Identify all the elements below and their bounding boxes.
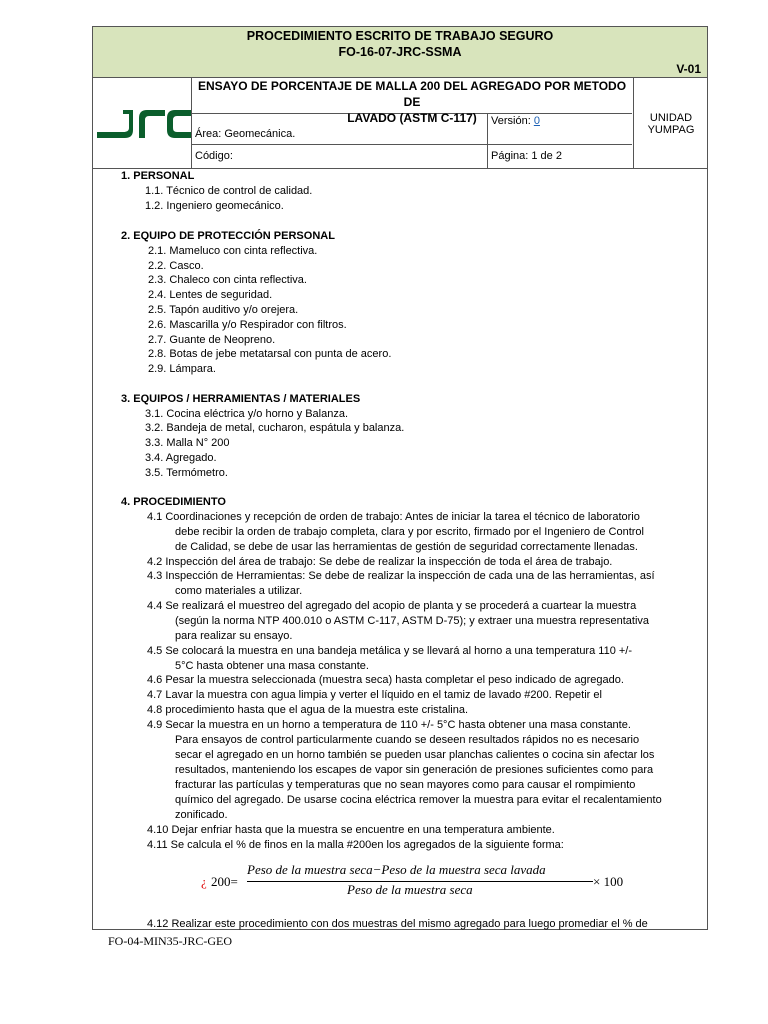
test-title-line2: LAVADO (ASTM C-117) [347, 111, 477, 125]
procedure-line: 4.6 Pesar la muestra seleccionada (muestra seca) hasta completar el peso indicado de agregado. [147, 674, 624, 686]
procedure-line: 3.3. Malla N° 200 [145, 437, 230, 449]
test-title-line1: ENSAYO DE PORCENTAJE DE MALLA 200 DEL AGREGADO POR METODO DE [197, 79, 627, 109]
procedure-line: 3.2. Bandeja de metal, cucharon, espátula y balanza. [145, 422, 405, 434]
procedure-line: 4.3 Inspección de Herramientas: Se debe de realizar la inspección de cada una de las herramientas, así [147, 570, 655, 582]
jrc-logo [93, 78, 192, 168]
procedure-line: 1.1. Técnico de control de calidad. [145, 185, 313, 197]
procedure-line: 3.4. Agregado. [145, 452, 217, 464]
procedure-line: resultados, manteniendo los escapes de vapor sin generación de presiones suficientes como para [175, 764, 654, 776]
formula-denominator: Peso de la muestra seca [347, 882, 473, 897]
section-heading: 4. PROCEDIMIENTO [121, 496, 226, 508]
procedure-line: 4.2 Inspección del área de trabajo: Se debe de realizar la inspección de toda el área de trabajo. [147, 556, 613, 568]
procedure-line: 2.5. Tapón auditivo y/o orejera. [148, 304, 299, 316]
formula-multiplier: × 100 [593, 874, 624, 889]
procedure-line: 2.1. Mameluco con cinta reflectiva. [148, 245, 318, 257]
procedure-line: 2.7. Guante de Neopreno. [148, 334, 276, 346]
procedure-title: PROCEDIMIENTO ESCRITO DE TRABAJO SEGURO [246, 29, 554, 43]
version-field [491, 115, 540, 127]
procedure-line: 2.9. Lámpara. [148, 363, 216, 375]
page-field: Página: 1 de 2 [491, 150, 562, 162]
code-field: Código: [195, 150, 233, 162]
procedure-line: 2.2. Casco. [148, 260, 204, 272]
procedure-line: 2.4. Lentes de seguridad. [148, 289, 273, 301]
procedure-line: de Calidad, se debe de usar las herramientas de gestión de seguridad correctamente llenadas. [175, 541, 638, 553]
procedure-line: 4.9 Secar la muestra en un horno a temperatura de 110 +/- 5°C hasta obtener una masa constante. [147, 719, 631, 731]
procedure-line: 4.8 procedimiento hasta que el agua de la muestra este cristalina. [147, 704, 469, 716]
section-heading: 3. EQUIPOS / HERRAMIENTAS / MATERIALES [121, 393, 361, 405]
version-tag: V-01 [676, 62, 701, 76]
procedure-line: 4.4 Se realizará el muestreo del agregado del acopio de planta y se procederá a cuartear la muestra [147, 600, 637, 612]
procedure-line: 2.6. Mascarilla y/o Respirador con filtros. [148, 319, 347, 331]
procedure-line: Para ensayos de control particularmente cuando se deseen resultados rápidos no es necesario [175, 734, 640, 746]
formula-lhs: 200= [211, 874, 238, 889]
jrc-logo-graphic [93, 78, 191, 168]
formula-numerator: Peso de la muestra seca−Peso de la muestra seca lavada [247, 862, 546, 877]
procedure-line: 4.12 Realizar este procedimiento con dos muestras del mismo agregado para luego promediar el % de [147, 918, 648, 930]
procedure-body [92, 167, 708, 930]
version-label: Versión: [491, 115, 531, 127]
procedure-line: 3.1. Cocina eléctrica y/o horno y Balanza. [145, 408, 349, 420]
document-header [92, 26, 708, 169]
procedure-line: 3.5. Termómetro. [145, 467, 228, 479]
procedure-line: 5°C hasta obtener una masa constante. [175, 660, 369, 672]
procedure-line: 4.5 Se colocará la muestra en una bandeja metálica y se llevará al horno a una temperatura 110 +/- [147, 645, 633, 657]
procedure-line: 2.8. Botas de jebe metatarsal con punta de acero. [148, 348, 392, 360]
fines-formula [201, 862, 624, 903]
procedure-line: 2.3. Chaleco con cinta reflectiva. [148, 274, 307, 286]
procedure-line: secar el agregado en un horno también se pueden usar planchas calientes o cocina sin afectar los [175, 749, 655, 761]
procedure-line: fracturar las partículas y temperaturas que no sean mayores como para causar el rompimiento [175, 779, 636, 791]
procedure-line: 4.1 Coordinaciones y recepción de orden de trabajo: Antes de iniciar la tarea el técnico de laboratorio [147, 511, 640, 523]
procedure-line: para realizar su ensayo. [175, 630, 293, 642]
procedure-line: 4.10 Dejar enfriar hasta que la muestra se encuentre en una temperatura ambiente. [147, 824, 555, 836]
procedure-line: debe recibir la orden de trabajo completa, clara y por escrito, firmado por el Ingeniero de Control [175, 526, 644, 538]
formula-lhs-symbol: ¿ [201, 874, 207, 889]
section-heading: 2. EQUIPO DE PROTECCIÓN PERSONAL [121, 230, 335, 242]
procedure-line: 4.7 Lavar la muestra con agua limpia y verter el líquido en el tamiz de lavado #200. Repetir el [147, 689, 602, 701]
unit-name: YUMPAG [647, 124, 695, 136]
unit-cell [633, 78, 708, 168]
section-heading: 1. PERSONAL [121, 170, 195, 182]
area-field: Área: Geomecánica. [195, 128, 296, 140]
header-title-band [93, 27, 707, 78]
procedure-line: 1.2. Ingeniero geomecánico. [145, 200, 284, 212]
procedure-line: zonificado. [175, 809, 228, 821]
unit-label: UNIDAD [649, 112, 693, 124]
form-code-footer: FO-04-MIN35-JRC-GEO [108, 934, 232, 948]
procedure-line: (según la norma NTP 400.010 o ASTM C-117, ASTM D-75); y extraer una muestra representativa [175, 615, 650, 627]
procedure-code: FO-16-07-JRC-SSMA [338, 45, 462, 59]
version-link[interactable]: 0 [533, 115, 540, 127]
procedure-line: 4.11 Se calcula el % de finos en la malla #200en los agregados de la siguiente forma: [147, 839, 564, 851]
procedure-line: químico del agregado. De usarse cocina eléctrica remover la muestra para evitar el recalentamiento [175, 794, 662, 806]
procedure-line: como materiales a utilizar. [175, 585, 303, 597]
